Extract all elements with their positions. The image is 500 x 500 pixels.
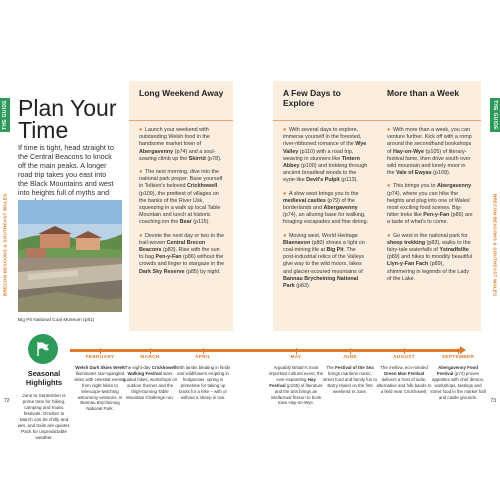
body-text: Launch your weekend with outstanding Welsh food in the handsome market town of bbox=[139, 127, 210, 148]
highlight-text: Bannau Brycheiniog National Park bbox=[283, 275, 359, 290]
body-text: (p74) proves appetites with chef demos, workshops, tastings and street food in the market hall and castle grounds. bbox=[430, 370, 486, 400]
highlight-text: Blaenavon bbox=[283, 239, 311, 246]
card-title: More than a Week bbox=[387, 88, 460, 98]
highlight-text: Wye Valley bbox=[283, 141, 367, 155]
body-text: This brings you to bbox=[392, 183, 437, 190]
month-name: MARCH bbox=[140, 355, 160, 360]
month-name: APRIL bbox=[195, 355, 211, 360]
section-tab-right: THE GUIDE bbox=[490, 98, 500, 132]
bullet-dot-icon: ● bbox=[387, 127, 392, 133]
card-bullet bbox=[139, 127, 225, 163]
body-text: (p110) with a road trip, weaving in stunners like bbox=[283, 148, 354, 162]
highlight-text: Ystradfellte bbox=[439, 247, 469, 254]
body-text: With lambs bleating in fields and wildflowers erupting in hedgerows, spring is primetime for taking up boots for a hike – with or without a sheep in tow. bbox=[175, 365, 231, 400]
highlight-text: medieval castles bbox=[283, 197, 326, 204]
body-text: (p85) by night. bbox=[184, 268, 221, 275]
body-text: (p105) of literature and the arts brings an intellectual frisson to book town Hay-on-Wye. bbox=[270, 382, 323, 406]
body-text: (p83). bbox=[294, 283, 311, 290]
card-few-days bbox=[273, 81, 377, 331]
body-text: The next morning, dive into the national park proper. Base yourself in Tolkien's beloved bbox=[139, 169, 223, 190]
seasonal-title: Seasonal Highlights bbox=[25, 369, 63, 387]
highlight-text: Pen-y-Fan bbox=[423, 212, 450, 219]
highlight-text: Bear bbox=[179, 219, 192, 226]
highlight-text: Central Brecon Beacons bbox=[139, 239, 206, 254]
body-text: (p113). bbox=[339, 177, 358, 184]
month-text bbox=[72, 365, 128, 412]
month-april bbox=[175, 355, 231, 400]
highlight-text: Crickhowell bbox=[186, 183, 218, 190]
card-bullet bbox=[387, 233, 473, 283]
town-photo-illustration bbox=[18, 200, 122, 312]
body-text: Moving west, World Heritage bbox=[288, 232, 358, 239]
month-text bbox=[268, 365, 324, 406]
month-name: MAY bbox=[290, 355, 302, 360]
highlight-text: Tintern Abbey bbox=[283, 155, 360, 170]
body-text: (p89) and hikes to moodily beautiful bbox=[387, 254, 473, 261]
intro-text: If time is tight, head straight to the Central Beacons to knock off the main peaks. A longer road trip takes you east into the Black Mountains and west into heights full of myths and bbox=[18, 143, 114, 197]
body-text: The mellow, eco-minded bbox=[380, 365, 428, 370]
month-name: FEBRUARY bbox=[85, 355, 115, 360]
highlight-text: Pen-y-Fan bbox=[155, 254, 182, 261]
body-text: (p109), the prettiest of villages on the banks of the River Usk, squeezing in a walk up local Table Mountain and lunch at historic coaching inn the bbox=[139, 190, 221, 226]
card-bullet bbox=[387, 127, 473, 177]
highlight-text: Skirrid bbox=[188, 155, 206, 162]
card-bullet bbox=[387, 183, 473, 226]
highlight-text: Devil's Pulpit bbox=[306, 177, 340, 184]
month-june bbox=[322, 355, 378, 395]
body-text: The bbox=[326, 365, 336, 370]
body-text: (p86) without the crowds and linger to stargaze in the bbox=[139, 254, 225, 268]
body-text: (p79) of the borderlands and bbox=[283, 197, 355, 212]
bullet-dot-icon: ● bbox=[139, 127, 144, 133]
highlight-text: Crickhowell Walking Festival bbox=[127, 365, 177, 376]
body-text: Arguably Britain's most important cultural event, the ever-expanding bbox=[268, 365, 324, 382]
highlight-text: Abergavenny bbox=[436, 183, 472, 190]
highlight-text: Abergavenny bbox=[323, 205, 358, 212]
body-text: Devote the next day or two to the trail-woven bbox=[139, 232, 225, 246]
card-long-weekend bbox=[129, 81, 233, 331]
highlight-text: Green Man Festival bbox=[383, 370, 425, 376]
region-label-right: BRECON BEACONS & SOUTHEAST WALES bbox=[492, 193, 498, 297]
body-text: (p74) and a soul-soaring climb up the bbox=[139, 148, 216, 162]
page-number-left: 72 bbox=[4, 398, 10, 404]
highlight-text: Big Pit bbox=[326, 247, 344, 254]
month-name: JUNE bbox=[343, 355, 357, 360]
card-bullet bbox=[139, 169, 225, 227]
month-september bbox=[430, 355, 486, 400]
body-text: (p80) shines a light on coal-mining life at bbox=[283, 239, 365, 254]
seasonal-text: June to September is prime time for hiking, camping and music festivals. October to March can be chilly and wet, and trails are quieter. Pack for unpredictable weather. bbox=[17, 393, 71, 440]
bullet-dot-icon: ● bbox=[283, 232, 288, 239]
flag-icon bbox=[28, 334, 58, 364]
highlight-text: Llyn-y-Fan Fach bbox=[387, 261, 429, 268]
arrow-right-icon bbox=[460, 346, 466, 354]
card-more-than-week bbox=[377, 81, 481, 331]
body-text: (p105) of literary-festival fame, then drive south over wild mountain and lonely moor in the bbox=[387, 148, 471, 177]
highlight-text: Abergavenny bbox=[139, 148, 174, 155]
region-label-left: BRECON BEACONS & SOUTHEAST WALES bbox=[2, 193, 8, 297]
body-text: (p78). bbox=[205, 155, 222, 162]
body-text: With more than a week, you can venture further. Kick off with a romp around the secondhand bookshops of bbox=[387, 127, 472, 155]
highlight-text: Dark Sky Reserve bbox=[139, 268, 185, 275]
body-text: illuminates star-spangled skies with celestial events, from night hikes to telescope-twitching astronomy sessions, in Bannau Brycheiniog National Park. bbox=[74, 370, 126, 412]
bullet-dot-icon: ● bbox=[387, 232, 392, 239]
highlight-text: Abergavenny Food Festival bbox=[436, 365, 478, 376]
month-august bbox=[376, 355, 432, 395]
body-text: (p83). Rise with the sun to bag bbox=[139, 247, 220, 261]
card-bullet bbox=[139, 233, 225, 276]
body-text: With several days to explore, immerse yourself in the forested, river-ribboned romance of the bbox=[283, 127, 362, 148]
card-title: Long Weekend Away bbox=[139, 88, 224, 98]
bullet-dot-icon: ● bbox=[139, 169, 144, 176]
body-text: delivers a host of indie, alternative and folk bands to a field near Crickhowell. bbox=[376, 376, 432, 394]
card-body bbox=[129, 121, 233, 276]
body-text: (p86) are a taste of what's to come. bbox=[387, 212, 473, 226]
body-text: (p109). bbox=[431, 170, 451, 177]
card-title: A Few Days to Explore bbox=[283, 88, 341, 108]
highlight-text: Hay-on-Wye bbox=[393, 148, 425, 155]
highlight-text: Welsh Dark Skies Week bbox=[75, 365, 125, 370]
body-text: The eight-day bbox=[123, 365, 152, 370]
body-text: stars guided hikes, workshops on outdoor themes and the thigh-burning Table Mountain Challenge run. bbox=[122, 370, 178, 400]
body-text: (p74), where you can hike the heights and plug into one of Wales' most exciting food scenes. Big-hitter treks like bbox=[387, 190, 471, 219]
big-pit-photo bbox=[18, 200, 122, 312]
body-text: . The post-industrial relics of the Valleys give way to the wild moors, lakes and glacier-scoured mountains of bbox=[283, 247, 365, 275]
body-text: (p83), walks to the fairy-tale waterfalls of bbox=[387, 239, 471, 254]
body-text: (p89), shimmering in legends of the Lady of the Lake. bbox=[387, 261, 470, 282]
month-february bbox=[72, 355, 128, 412]
timeline-line bbox=[70, 349, 460, 352]
month-name: SEPTEMBER bbox=[441, 355, 475, 360]
flag-icon-svg bbox=[34, 340, 52, 358]
bullet-dot-icon: ● bbox=[283, 127, 288, 133]
highlight-text: sheep trekking bbox=[387, 239, 426, 246]
page-number-right: 73 bbox=[490, 398, 496, 404]
bullet-dot-icon: ● bbox=[387, 183, 392, 190]
card-body bbox=[377, 121, 481, 283]
card-bullet bbox=[283, 233, 369, 291]
month-text bbox=[376, 365, 432, 395]
body-text: Go west in the national park for bbox=[392, 232, 468, 239]
photo-caption: Big Pit National Coal Museum (p81) bbox=[18, 318, 95, 323]
month-name: AUGUST bbox=[392, 355, 416, 360]
body-text: (p100) and trekking through ancient broadleaf woods to the eyrie-like bbox=[283, 163, 368, 184]
page-title: Plan Your Time bbox=[18, 95, 117, 143]
highlight-text: Vale of Ewyas bbox=[396, 170, 432, 177]
month-text bbox=[175, 365, 231, 400]
highlight-text: Festival of the Sea bbox=[335, 365, 374, 370]
month-text bbox=[430, 365, 486, 400]
bullet-dot-icon: ● bbox=[283, 190, 288, 197]
card-bullet bbox=[283, 191, 369, 227]
month-text bbox=[322, 365, 378, 395]
month-may bbox=[268, 355, 324, 406]
card-bullet bbox=[283, 127, 369, 185]
body-text: (p74), an alluring base for walking, foraging escapades and fine dining. bbox=[283, 212, 369, 226]
highlight-text: Hay Festival bbox=[269, 376, 316, 388]
bullet-dot-icon: ● bbox=[139, 232, 144, 239]
card-body bbox=[273, 121, 377, 290]
body-text: A slow west brings you to the bbox=[288, 190, 359, 197]
body-text: brings maritime music, street food and family fun to Barry Island on the first weekend in June. bbox=[322, 370, 378, 394]
month-text bbox=[122, 365, 178, 400]
section-tab-left: THE GUIDE bbox=[0, 98, 10, 132]
month-march bbox=[122, 355, 178, 400]
body-text: (p115). bbox=[191, 219, 210, 226]
